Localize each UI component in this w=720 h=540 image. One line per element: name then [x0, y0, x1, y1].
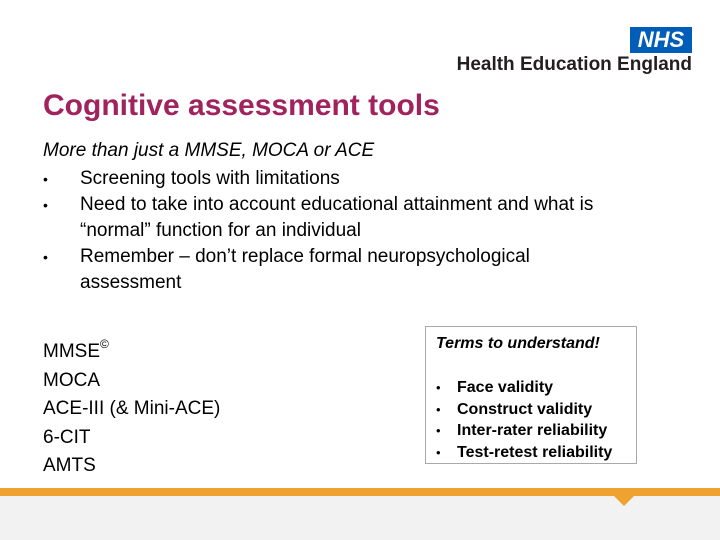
- terms-item: [436, 420, 612, 442]
- bullet-marker: •: [436, 423, 441, 438]
- bullet-text: Need to take into account educational attainment and what is “normal” function for an individual: [80, 194, 594, 241]
- organization-name: Health Education England: [456, 54, 692, 75]
- terms-item: [436, 442, 612, 464]
- bullet-item: [43, 166, 633, 192]
- footer-area: [0, 496, 720, 540]
- terms-title: Terms to understand!: [436, 335, 600, 352]
- footer-chevron-icon: [613, 495, 635, 506]
- tool-item-6cit: 6-CIT: [43, 426, 91, 448]
- terms-item-text: Construct validity: [457, 400, 593, 418]
- tool-item-moca: MOCA: [43, 369, 100, 391]
- bullet-marker: •: [43, 171, 48, 187]
- tool-label: MMSE: [43, 341, 100, 362]
- bullet-list: [43, 166, 633, 296]
- bullet-text: Remember – don’t replace formal neuropsychological assessment: [80, 246, 530, 293]
- bullet-item: [43, 244, 633, 296]
- bullet-marker: •: [436, 380, 441, 395]
- terms-list: [436, 377, 612, 463]
- slide-title: Cognitive assessment tools: [43, 89, 440, 122]
- terms-item: [436, 377, 612, 399]
- tool-item-mmse: [43, 330, 220, 367]
- bullet-marker: •: [43, 249, 48, 265]
- bullet-marker: •: [436, 444, 441, 460]
- terms-box: [425, 326, 637, 464]
- terms-item: [436, 399, 612, 421]
- bullet-text: Screening tools with limitations: [80, 168, 340, 189]
- terms-item-text: Face validity: [457, 379, 554, 396]
- tool-item-amts: AMTS: [43, 455, 96, 476]
- tool-item-ace: ACE-III (& Mini-ACE): [43, 398, 221, 419]
- slide-subtitle: More than just a MMSE, MOCA or ACE: [43, 140, 375, 161]
- bullet-marker: •: [43, 197, 48, 213]
- footer-bar: [0, 488, 720, 496]
- tool-list: [43, 330, 220, 481]
- copyright-mark: ©: [100, 337, 109, 351]
- bullet-item: [43, 192, 633, 244]
- nhs-logo: NHS: [630, 27, 692, 53]
- terms-item-text: Inter-rater reliability: [457, 422, 608, 439]
- bullet-marker: •: [436, 401, 441, 417]
- terms-item-text: Test-retest reliability: [457, 443, 613, 461]
